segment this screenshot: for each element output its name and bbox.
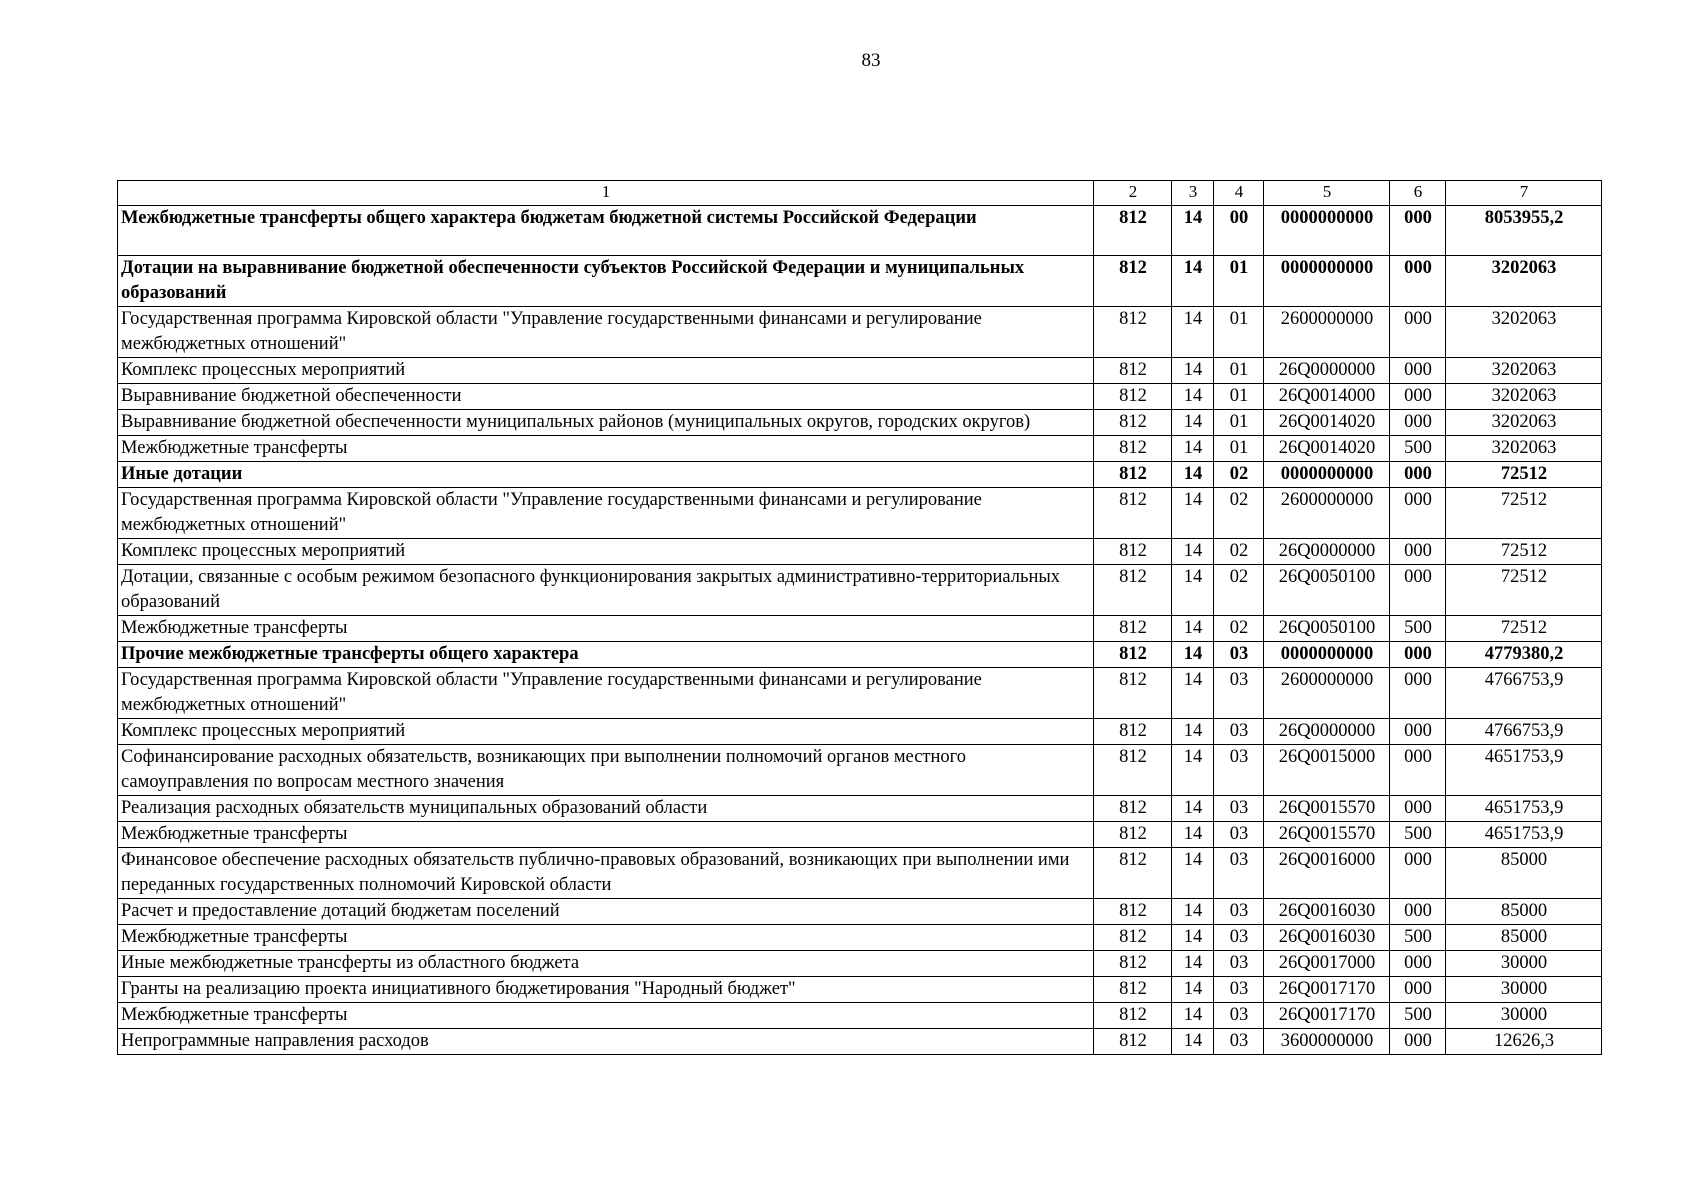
row-amount: 4766753,9 [1446, 719, 1602, 745]
table-row [118, 206, 1602, 256]
row-name: Выравнивание бюджетной обеспеченности муниципальных районов (муниципальных округов, городских округов) [118, 410, 1094, 436]
row-code-2: 812 [1094, 384, 1172, 410]
row-code-4: 01 [1214, 410, 1264, 436]
row-code-2: 812 [1094, 977, 1172, 1003]
table-row [118, 358, 1602, 384]
row-name: Межбюджетные трансферты [118, 436, 1094, 462]
row-code-6: 000 [1390, 668, 1446, 719]
table-row [118, 462, 1602, 488]
row-code-6: 000 [1390, 539, 1446, 565]
row-code-4: 01 [1214, 256, 1264, 307]
row-code-3: 14 [1172, 822, 1214, 848]
row-code-5: 0000000000 [1264, 462, 1390, 488]
table-row [118, 616, 1602, 642]
row-code-6: 000 [1390, 1029, 1446, 1055]
row-code-2: 812 [1094, 462, 1172, 488]
row-code-2: 812 [1094, 642, 1172, 668]
row-amount: 4651753,9 [1446, 822, 1602, 848]
row-code-2: 812 [1094, 745, 1172, 796]
row-code-5: 2600000000 [1264, 488, 1390, 539]
row-code-6: 000 [1390, 565, 1446, 616]
row-amount: 85000 [1446, 925, 1602, 951]
row-code-6: 000 [1390, 384, 1446, 410]
row-code-2: 812 [1094, 410, 1172, 436]
table-row [118, 848, 1602, 899]
row-name: Межбюджетные трансферты [118, 616, 1094, 642]
row-name: Непрограммные направления расходов [118, 1029, 1094, 1055]
row-code-5: 26Q0015570 [1264, 796, 1390, 822]
column-header: 5 [1264, 181, 1390, 206]
row-code-3: 14 [1172, 951, 1214, 977]
table-row [118, 1003, 1602, 1029]
row-code-3: 14 [1172, 206, 1214, 256]
row-amount: 3202063 [1446, 436, 1602, 462]
row-code-5: 26Q0015000 [1264, 745, 1390, 796]
row-code-5: 26Q0000000 [1264, 358, 1390, 384]
row-code-4: 02 [1214, 539, 1264, 565]
row-code-3: 14 [1172, 796, 1214, 822]
table-header-row [118, 181, 1602, 206]
row-code-2: 812 [1094, 539, 1172, 565]
row-code-2: 812 [1094, 719, 1172, 745]
row-code-5: 26Q0014020 [1264, 436, 1390, 462]
row-code-4: 03 [1214, 848, 1264, 899]
row-code-4: 03 [1214, 668, 1264, 719]
row-amount: 4651753,9 [1446, 796, 1602, 822]
row-code-2: 812 [1094, 358, 1172, 384]
table-row [118, 307, 1602, 358]
table-row [118, 1029, 1602, 1055]
row-code-4: 02 [1214, 488, 1264, 539]
row-code-4: 02 [1214, 616, 1264, 642]
table-row [118, 642, 1602, 668]
row-code-6: 000 [1390, 488, 1446, 539]
row-name: Финансовое обеспечение расходных обязательств публично-правовых образований, возникающих при выполнении ими переданных государственных полномочий Кировской области [118, 848, 1094, 899]
row-code-3: 14 [1172, 719, 1214, 745]
row-code-3: 14 [1172, 1029, 1214, 1055]
row-amount: 8053955,2 [1446, 206, 1602, 256]
row-amount: 12626,3 [1446, 1029, 1602, 1055]
table-row [118, 822, 1602, 848]
row-amount: 30000 [1446, 951, 1602, 977]
row-code-4: 02 [1214, 565, 1264, 616]
row-code-3: 14 [1172, 977, 1214, 1003]
row-code-5: 2600000000 [1264, 668, 1390, 719]
row-name: Государственная программа Кировской области "Управление государственными финансами и регулирование межбюджетных отношений" [118, 668, 1094, 719]
budget-table [117, 180, 1602, 1055]
row-code-3: 14 [1172, 436, 1214, 462]
row-amount: 4779380,2 [1446, 642, 1602, 668]
row-name: Софинансирование расходных обязательств, возникающих при выполнении полномочий органов местного самоуправления по вопросам местного значения [118, 745, 1094, 796]
row-name: Реализация расходных обязательств муниципальных образований области [118, 796, 1094, 822]
row-amount: 3202063 [1446, 410, 1602, 436]
row-code-5: 26Q0000000 [1264, 539, 1390, 565]
row-code-6: 000 [1390, 977, 1446, 1003]
row-amount: 85000 [1446, 848, 1602, 899]
row-code-3: 14 [1172, 899, 1214, 925]
table-row [118, 436, 1602, 462]
row-code-6: 000 [1390, 410, 1446, 436]
row-code-2: 812 [1094, 565, 1172, 616]
table-row [118, 951, 1602, 977]
row-code-6: 000 [1390, 358, 1446, 384]
table-row [118, 719, 1602, 745]
row-name: Прочие межбюджетные трансферты общего характера [118, 642, 1094, 668]
row-amount: 3202063 [1446, 384, 1602, 410]
row-code-3: 14 [1172, 668, 1214, 719]
row-code-6: 000 [1390, 719, 1446, 745]
row-code-5: 26Q0050100 [1264, 565, 1390, 616]
row-amount: 30000 [1446, 1003, 1602, 1029]
row-name: Иные дотации [118, 462, 1094, 488]
table-row [118, 899, 1602, 925]
row-code-6: 000 [1390, 256, 1446, 307]
row-code-2: 812 [1094, 1029, 1172, 1055]
row-code-5: 0000000000 [1264, 256, 1390, 307]
row-code-6: 500 [1390, 822, 1446, 848]
row-name: Государственная программа Кировской области "Управление государственными финансами и регулирование межбюджетных отношений" [118, 488, 1094, 539]
row-code-3: 14 [1172, 307, 1214, 358]
row-code-5: 26Q0050100 [1264, 616, 1390, 642]
row-code-3: 14 [1172, 848, 1214, 899]
row-code-5: 0000000000 [1264, 642, 1390, 668]
row-amount: 3202063 [1446, 307, 1602, 358]
row-code-2: 812 [1094, 899, 1172, 925]
row-code-4: 03 [1214, 977, 1264, 1003]
row-amount: 72512 [1446, 462, 1602, 488]
row-amount: 30000 [1446, 977, 1602, 1003]
table-row [118, 565, 1602, 616]
row-code-5: 26Q0016030 [1264, 899, 1390, 925]
table-row [118, 384, 1602, 410]
row-code-6: 000 [1390, 206, 1446, 256]
row-name: Дотации на выравнивание бюджетной обеспеченности субъектов Российской Федерации и муниципальных образований [118, 256, 1094, 307]
table-row [118, 925, 1602, 951]
row-amount: 3202063 [1446, 256, 1602, 307]
row-code-2: 812 [1094, 1003, 1172, 1029]
row-code-4: 01 [1214, 358, 1264, 384]
page-number: 83 [861, 50, 881, 71]
row-amount: 4651753,9 [1446, 745, 1602, 796]
row-code-4: 03 [1214, 796, 1264, 822]
row-code-3: 14 [1172, 539, 1214, 565]
row-name: Дотации, связанные с особым режимом безопасного функционирования закрытых административно-территориальных образований [118, 565, 1094, 616]
row-code-3: 14 [1172, 616, 1214, 642]
row-code-5: 26Q0017170 [1264, 1003, 1390, 1029]
row-code-4: 01 [1214, 384, 1264, 410]
row-code-5: 26Q0016000 [1264, 848, 1390, 899]
table-row [118, 668, 1602, 719]
table-row [118, 488, 1602, 539]
row-name: Межбюджетные трансферты общего характера бюджетам бюджетной системы Российской Федерации [118, 206, 1094, 256]
row-code-3: 14 [1172, 642, 1214, 668]
table-row [118, 410, 1602, 436]
row-code-3: 14 [1172, 1003, 1214, 1029]
column-header: 7 [1446, 181, 1602, 206]
row-code-4: 00 [1214, 206, 1264, 256]
row-code-6: 000 [1390, 848, 1446, 899]
row-code-6: 000 [1390, 899, 1446, 925]
row-code-4: 03 [1214, 899, 1264, 925]
table-row [118, 539, 1602, 565]
row-code-3: 14 [1172, 488, 1214, 539]
row-code-2: 812 [1094, 925, 1172, 951]
row-code-6: 000 [1390, 951, 1446, 977]
column-header: 2 [1094, 181, 1172, 206]
row-code-2: 812 [1094, 488, 1172, 539]
row-code-4: 03 [1214, 1003, 1264, 1029]
row-name: Комплекс процессных мероприятий [118, 719, 1094, 745]
row-code-4: 03 [1214, 822, 1264, 848]
row-code-2: 812 [1094, 206, 1172, 256]
row-code-2: 812 [1094, 307, 1172, 358]
row-amount: 72512 [1446, 565, 1602, 616]
table-row [118, 256, 1602, 307]
table-row [118, 977, 1602, 1003]
row-code-5: 26Q0016030 [1264, 925, 1390, 951]
row-code-2: 812 [1094, 848, 1172, 899]
row-code-4: 03 [1214, 745, 1264, 796]
row-code-6: 500 [1390, 1003, 1446, 1029]
row-code-3: 14 [1172, 462, 1214, 488]
row-code-5: 2600000000 [1264, 307, 1390, 358]
row-amount: 4766753,9 [1446, 668, 1602, 719]
row-code-2: 812 [1094, 256, 1172, 307]
row-code-6: 000 [1390, 642, 1446, 668]
row-code-5: 26Q0014000 [1264, 384, 1390, 410]
row-code-5: 26Q0015570 [1264, 822, 1390, 848]
row-name: Государственная программа Кировской области "Управление государственными финансами и регулирование межбюджетных отношений" [118, 307, 1094, 358]
row-amount: 72512 [1446, 616, 1602, 642]
row-code-4: 03 [1214, 642, 1264, 668]
table-row [118, 745, 1602, 796]
row-code-2: 812 [1094, 436, 1172, 462]
row-amount: 85000 [1446, 899, 1602, 925]
row-code-5: 26Q0014020 [1264, 410, 1390, 436]
row-code-2: 812 [1094, 822, 1172, 848]
row-code-3: 14 [1172, 565, 1214, 616]
row-code-6: 000 [1390, 462, 1446, 488]
row-code-5: 0000000000 [1264, 206, 1390, 256]
row-name: Межбюджетные трансферты [118, 925, 1094, 951]
row-code-2: 812 [1094, 796, 1172, 822]
row-code-5: 26Q0000000 [1264, 719, 1390, 745]
row-name: Комплекс процессных мероприятий [118, 539, 1094, 565]
row-name: Гранты на реализацию проекта инициативного бюджетирования "Народный бюджет" [118, 977, 1094, 1003]
row-code-4: 03 [1214, 719, 1264, 745]
row-code-6: 500 [1390, 925, 1446, 951]
row-code-2: 812 [1094, 668, 1172, 719]
row-code-3: 14 [1172, 384, 1214, 410]
row-name: Иные межбюджетные трансферты из областного бюджета [118, 951, 1094, 977]
row-code-2: 812 [1094, 951, 1172, 977]
column-header: 4 [1214, 181, 1264, 206]
row-amount: 72512 [1446, 539, 1602, 565]
row-code-4: 03 [1214, 951, 1264, 977]
row-name: Межбюджетные трансферты [118, 1003, 1094, 1029]
row-code-4: 01 [1214, 307, 1264, 358]
row-code-5: 26Q0017170 [1264, 977, 1390, 1003]
row-code-6: 000 [1390, 745, 1446, 796]
table-row [118, 796, 1602, 822]
row-code-4: 01 [1214, 436, 1264, 462]
row-code-3: 14 [1172, 745, 1214, 796]
row-code-6: 000 [1390, 307, 1446, 358]
column-header: 6 [1390, 181, 1446, 206]
row-code-5: 26Q0017000 [1264, 951, 1390, 977]
row-code-4: 03 [1214, 1029, 1264, 1055]
row-code-5: 3600000000 [1264, 1029, 1390, 1055]
row-code-3: 14 [1172, 256, 1214, 307]
row-amount: 72512 [1446, 488, 1602, 539]
row-code-4: 02 [1214, 462, 1264, 488]
row-name: Расчет и предоставление дотаций бюджетам поселений [118, 899, 1094, 925]
row-code-3: 14 [1172, 358, 1214, 384]
row-name: Межбюджетные трансферты [118, 822, 1094, 848]
column-header: 1 [118, 181, 1094, 206]
row-name: Выравнивание бюджетной обеспеченности [118, 384, 1094, 410]
row-code-6: 000 [1390, 796, 1446, 822]
row-code-3: 14 [1172, 410, 1214, 436]
row-code-2: 812 [1094, 616, 1172, 642]
row-code-4: 03 [1214, 925, 1264, 951]
column-header: 3 [1172, 181, 1214, 206]
row-code-3: 14 [1172, 925, 1214, 951]
row-name: Комплекс процессных мероприятий [118, 358, 1094, 384]
row-code-6: 500 [1390, 436, 1446, 462]
row-code-6: 500 [1390, 616, 1446, 642]
row-amount: 3202063 [1446, 358, 1602, 384]
